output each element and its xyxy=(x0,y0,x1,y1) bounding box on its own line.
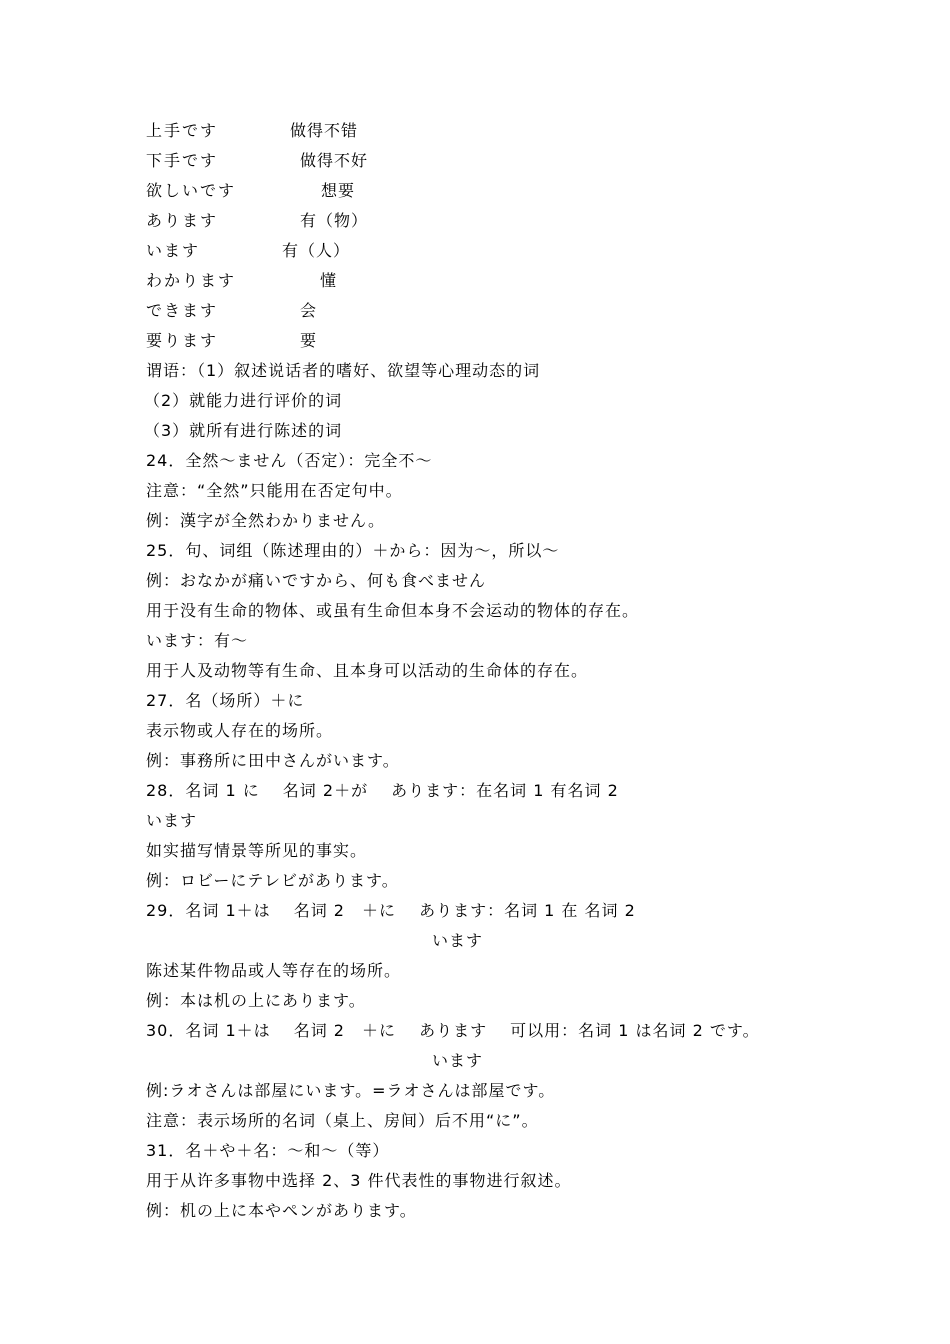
section-heading: 27．名（场所）＋に xyxy=(146,691,305,710)
vocab-jp: 下手です xyxy=(146,151,219,170)
vocab-jp: あります xyxy=(146,211,219,230)
text-line: います：有～ xyxy=(146,631,249,650)
vocab-cn: 做得不错 xyxy=(290,121,359,140)
vocab-cn: 会 xyxy=(300,301,318,320)
section-heading: 31．名＋や＋名：～和～（等） xyxy=(146,1141,390,1160)
text-line: います xyxy=(432,931,484,950)
text-line: 如实描写情景等所见的事实。 xyxy=(146,841,368,860)
section-heading: 28．名词 1 に 名词 2＋が あります：在名词 1 有名词 2 xyxy=(146,781,619,800)
vocab-cn: 要 xyxy=(300,331,318,350)
vocab-jp: 欲しいです xyxy=(146,181,237,200)
vocab-jp: 上手です xyxy=(146,121,219,140)
vocab-cn: 有（人） xyxy=(282,241,351,260)
text-line: 谓语：（1）叙述说话者的嗜好、欲望等心理动态的词 xyxy=(146,361,541,380)
vocab-cn: 做得不好 xyxy=(300,151,369,170)
text-line: 用于从许多事物中选择 2、3 件代表性的事物进行叙述。 xyxy=(146,1171,572,1190)
text-line: 用于没有生命的物体、或虽有生命但本身不会运动的物体的存在。 xyxy=(146,601,640,620)
example-line: 例：事務所に田中さんがいます。 xyxy=(146,751,400,770)
text-line: います xyxy=(432,1051,484,1070)
section-heading: 24．全然～ません（否定）：完全不～ xyxy=(146,451,433,470)
vocab-cn: 想要 xyxy=(321,181,356,200)
text-line: 注意：“全然”只能用在否定句中。 xyxy=(146,481,403,500)
vocab-jp: できます xyxy=(146,301,219,320)
vocab-jp: 要ります xyxy=(146,331,219,350)
text-line: （2）就能力进行评价的词 xyxy=(144,391,343,410)
text-line: います xyxy=(146,811,198,830)
text-line: 用于人及动物等有生命、且本身可以活动的生命体的存在。 xyxy=(146,661,589,680)
text-line: 注意：表示场所的名词（桌上、房间）后不用“に”。 xyxy=(146,1111,539,1130)
text-line: 表示物或人存在的场所。 xyxy=(146,721,334,740)
vocab-cn: 有（物） xyxy=(300,211,369,230)
example-line: 例：本は机の上にあります。 xyxy=(146,991,366,1010)
text-line: 陈述某件物品或人等存在的场所。 xyxy=(146,961,402,980)
section-heading: 25．句、词组（陈述理由的）＋から：因为～，所以～ xyxy=(146,541,560,560)
section-heading: 29．名词 1＋は 名词 2 ＋に あります：名词 1 在 名词 2 xyxy=(146,901,636,920)
vocab-jp: わかります xyxy=(146,271,237,290)
vocab-jp: います xyxy=(146,241,201,260)
example-line: 例：おなかが痛いですから、何も食べません xyxy=(146,571,487,590)
example-line: 例：ロビーにテレビがあります。 xyxy=(146,871,399,890)
example-line: 例:ラオさんは部屋にいます。=ラオさんは部屋です。 xyxy=(146,1081,556,1100)
text-line: （3）就所有进行陈述的词 xyxy=(144,421,343,440)
example-line: 例：漢字が全然わかりません。 xyxy=(146,511,385,530)
vocab-cn: 懂 xyxy=(320,271,338,290)
section-heading: 30．名词 1＋は 名词 2 ＋に あります 可以用：名词 1 は名词 2 です。 xyxy=(146,1021,760,1040)
example-line: 例：机の上に本やペンがあります。 xyxy=(146,1201,417,1220)
